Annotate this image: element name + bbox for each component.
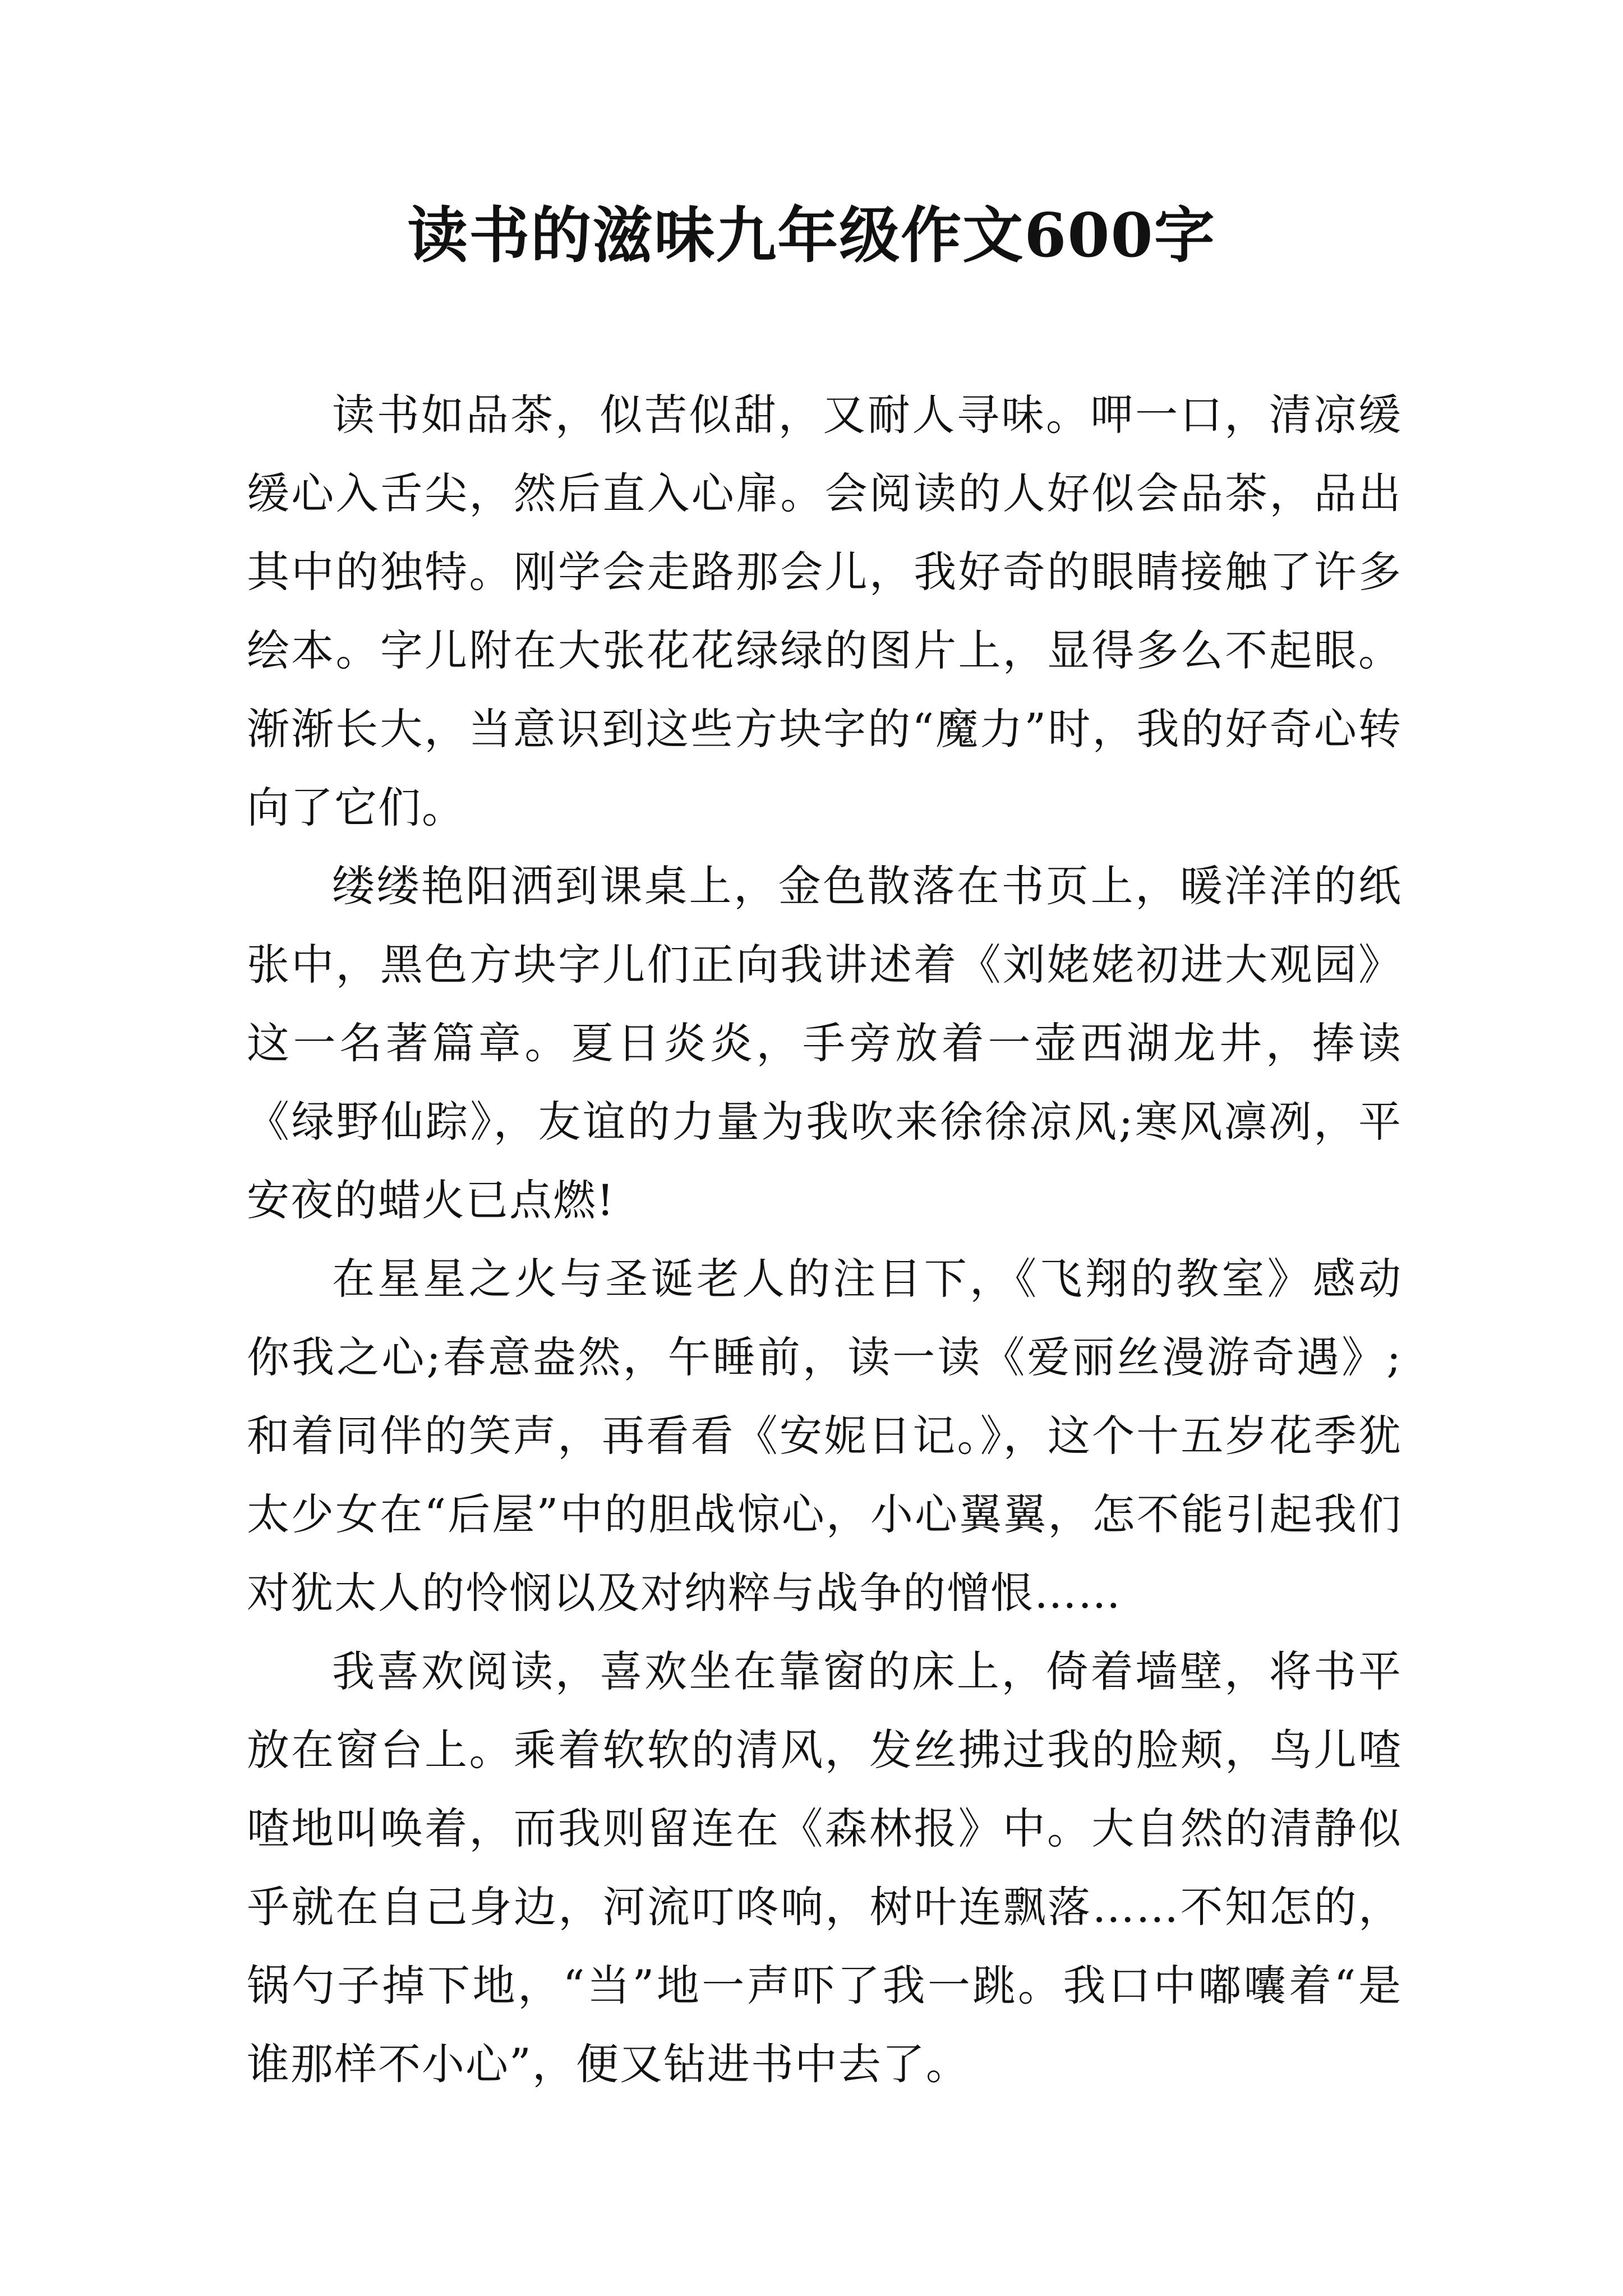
document-title: 读书的滋味九年级作文600字: [407, 200, 1216, 271]
document-body: [247, 376, 1402, 2104]
paragraph-4: 我喜欢阅读，喜欢坐在靠窗的床上，倚着墙壁，将书平放在窗台上。乘着软软的清风，发丝拂过我的脸颊，鸟儿喳喳地叫唤着，而我则留连在《森林报》中。大自然的清静似乎就在自己身边，河流叮咚响，树叶连飘落……不知怎的，锅勺子掉下地，“当”地一声吓了我一跳。我口中嘟囔着“是谁那样不小心”，便又钻进书中去了。: [247, 1646, 1402, 2089]
paragraph-2: 缕缕艳阳洒到课桌上，金色散落在书页上，暖洋洋的纸张中，黑色方块字儿们正向我讲述着《刘姥姥初进大观园》这一名著篇章。夏日炎炎，手旁放着一壶西湖龙井，捧读《绿野仙踪》，友谊的力量为我吹来徐徐凉风;寒风凛冽，平安夜的蜡火已点燃!: [247, 861, 1402, 1225]
paragraph-1: 读书如品茶，似苦似甜，又耐人寻味。呷一口，清凉缓缓心入舌尖，然后直入心扉。会阅读的人好似会品茶，品出其中的独特。刚学会走路那会儿，我好奇的眼睛接触了许多绘本。字儿附在大张花花绿绿的图片上，显得多么不起眼。渐渐长大，当意识到这些方块字的“魔力”时，我的好奇心转向了它们。: [247, 390, 1402, 832]
paragraph-3: 在星星之火与圣诞老人的注目下，《飞翔的教室》感动你我之心;春意盎然，午睡前，读一读《爱丽丝漫游奇遇》;和着同伴的笑声，再看看《安妮日记。》，这个十五岁花季犹太少女在“后屋”中的胆战惊心，小心翼翼，怎不能引起我们对犹太人的怜悯以及对纳粹与战争的憎恨……: [247, 1254, 1402, 1618]
